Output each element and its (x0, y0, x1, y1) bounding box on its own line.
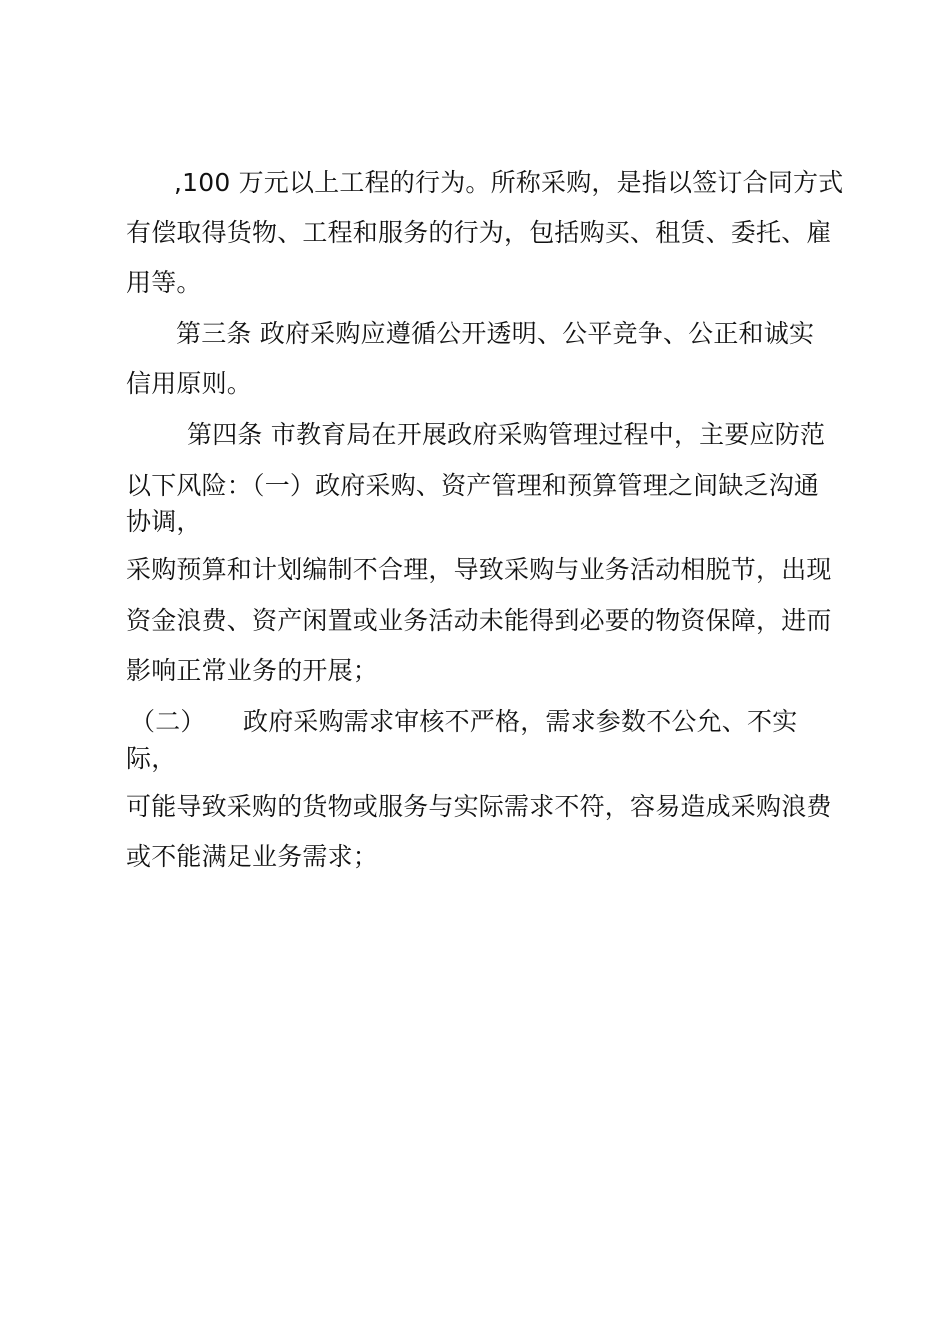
text-line: 资金浪费、资产闲置或业务活动未能得到必要的物资保障，进而 (126, 606, 832, 635)
text-line: 影响正常业务的开展； (126, 656, 379, 685)
text-line: 协调， (126, 507, 202, 536)
article-3-line: 第三条 政府采购应遵循公开透明、公平竞争、公正和诚实 (176, 319, 815, 348)
text-line: 际， (126, 744, 177, 773)
text-line: 有偿取得货物、工程和服务的行为，包括购买、租赁、委托、雇 (126, 218, 832, 247)
text-line: 采购预算和计划编制不合理，导致采购与业务活动相脱节，出现 (126, 555, 832, 584)
article-4-line: 第四条 市教育局在开展政府采购管理过程中，主要应防范 (187, 420, 826, 449)
text-line: 用等。 (126, 268, 202, 297)
text-line: 可能导致采购的货物或服务与实际需求不符，容易造成采购浪费 (126, 792, 832, 821)
text-line: 以下风险：（一）政府采购、资产管理和预算管理之间缺乏沟通 (126, 471, 820, 500)
text-line: 或不能满足业务需求； (126, 842, 379, 871)
text-line: ,100 万元以上工程的行为。所称采购，是指以签订合同方式 (174, 168, 844, 197)
text-line: 政府采购需求审核不严格，需求参数不公允、不实 (243, 707, 798, 736)
item-2-label: （二） (130, 707, 206, 736)
text-line: 信用原则。 (126, 369, 253, 398)
